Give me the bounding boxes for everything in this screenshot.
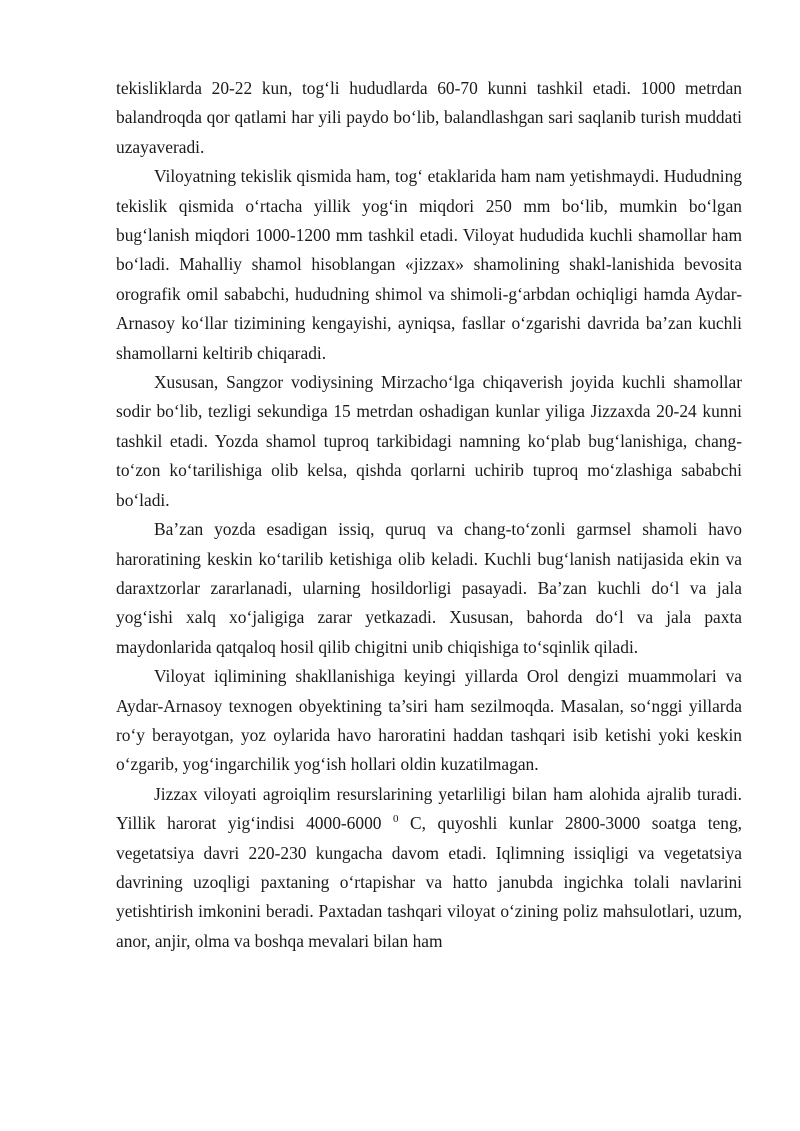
degree-superscript: 0 xyxy=(392,813,399,826)
paragraph-1: tekisliklarda 20-22 kun, tog‘li hududlarda 60-70 kunni tashkil etadi. 1000 metrdan balandroqda qor qatlami har yili paydo bo‘lib, balandlashgan sari saqlanib turish muddati uzayaveradi. xyxy=(116,78,742,157)
paragraph-6 xyxy=(116,780,742,956)
document-page xyxy=(116,74,742,956)
paragraph-6-part-2: C, quyoshli kunlar 2800-3000 soatga teng, vegetatsiya davri 220-230 kungacha davom etadi. Iqlimning issiqligi va vegetatsiya davrining uzoqligi paxtaning o‘rtapishar va hatto janubda ingichka tolali navlarini yetishtirish imkonini beradi. Paxtadan tashqari viloyat o‘zining poliz mahsulotlari, uzum, anor, anjir, olma va boshqa mevalari bilan ham xyxy=(116,813,742,951)
paragraph-5: Viloyat iqlimining shakllanishiga keyingi yillarda Orol dengizi muammolari va Aydar-Arnasoy texnogen obyektining ta’siri ham sezilmoqda. Masalan, so‘nggi yillarda ro‘y berayotgan, yoz oylarida havo haroratini haddan tashqari isib ketishi yoki keskin o‘zgarib, yog‘ingarchilik yog‘ish hollari oldin kuzatilmagan. xyxy=(116,666,742,775)
paragraph-3: Xususan, Sangzor vodiysining Mirzacho‘lga chiqaverish joyida kuchli shamollar sodir bo‘lib, tezligi sekundiga 15 metrdan oshadigan kunlar yiliga Jizzaxda 20-24 kunni tashkil etadi. Yozda shamol tuproq tarkibidagi namning ko‘plab bug‘lanishiga, chang-to‘zon ko‘tarilishiga olib kelsa, qishda qorlarni uchirib tuproq mo‘zlashiga sababchi bo‘ladi. xyxy=(116,372,742,510)
paragraph-6-part-1: Jizzax viloyati agroiqlim resurslarining yetarliligi bilan ham alohida ajralib turadi. Yillik harorat yig‘indisi 4000-6000 xyxy=(116,783,742,834)
paragraph-2: Viloyatning tekislik qismida ham, tog‘ etaklarida ham nam yetishmaydi. Hududning tekislik qismida o‘rtacha yillik yog‘in miqdori 250 mm bo‘lib, mumkin bo‘lgan bug‘lanish miqdori 1000-1200 mm tashkil etadi. Viloyat hududida kuchli shamollar ham bo‘ladi. Mahalliy shamol hisoblangan «jizzax» shamolining shakl-lanishida bevosita orografik omil sababchi, hududning shimol va shimoli-g‘arbdan ochiqligi hamda Aydar-Arnasoy ko‘llar tizimining kengayishi, ayniqsa, fasllar o‘zgarishi davrida ba’zan kuchli shamollarni keltirib chiqaradi. xyxy=(116,166,742,363)
paragraph-4: Ba’zan yozda esadigan issiq, quruq va chang-to‘zonli garmsel shamoli havo haroratining keskin ko‘tarilib ketishiga olib keladi. Kuchli bug‘lanish natijasida ekin va daraxtzorlar zararlanadi, ularning hosildorligi pasayadi. Ba’zan kuchli do‘l va jala yog‘ishi xalq xo‘jaligiga zarar yetkazadi. Xususan, bahorda do‘l va jala paxta maydonlarida qatqaloq hosil qilib chigitni unib chiqishiga to‘sqinlik qiladi. xyxy=(116,519,742,657)
